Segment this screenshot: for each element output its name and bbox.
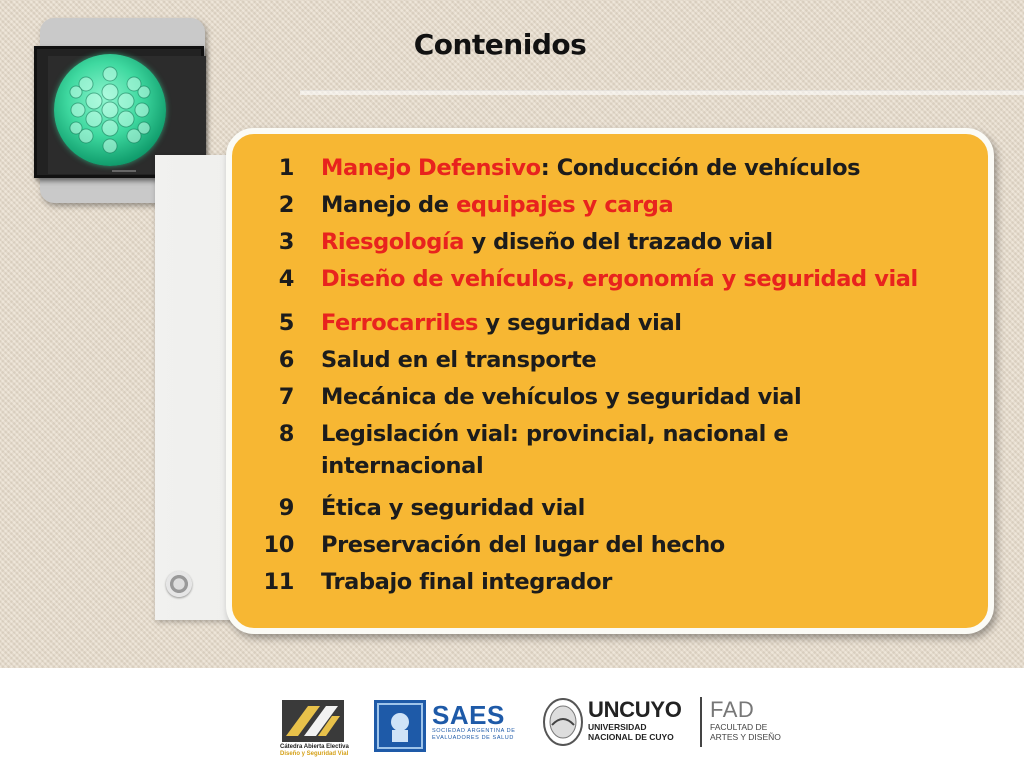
- fad-sub2: ARTES Y DISEÑO: [710, 732, 781, 742]
- plain-text: y diseño del trazado vial: [464, 229, 773, 255]
- fad-subtitle: [710, 722, 810, 742]
- lamp-mark: [112, 170, 136, 172]
- uncuyo-sub2: NACIONAL DE CUYO: [588, 732, 674, 742]
- saes-name: SAES: [432, 700, 505, 730]
- item-number: 9: [278, 495, 294, 521]
- uncuyo-subtitle: [588, 722, 698, 742]
- catedra-line1: Cátedra Abierta Electiva: [280, 744, 349, 750]
- screw-icon: [166, 571, 192, 597]
- item-text: [321, 307, 941, 339]
- catedra-emblem-icon: [282, 700, 344, 742]
- item-number: 4: [278, 266, 294, 292]
- highlighted-text: equipajes y carga: [456, 192, 674, 218]
- item-text: [321, 152, 941, 184]
- plain-text-continued: internacional: [321, 453, 484, 479]
- list-item: [262, 381, 982, 418]
- list-item: [262, 152, 982, 189]
- item-number: 8: [278, 421, 294, 447]
- highlighted-text: Diseño de vehículos, ergonomía y seguridad vial: [321, 266, 918, 292]
- uncuyo-name: UNCUYO: [588, 697, 682, 722]
- catedra-logo: [280, 700, 349, 758]
- list-item: [262, 418, 982, 492]
- item-number: 2: [278, 192, 294, 218]
- item-number: 10: [263, 532, 294, 558]
- highlighted-text: Riesgología: [321, 229, 465, 255]
- green-lamp-icon: [54, 54, 166, 166]
- uncuyo-sub1: UNIVERSIDAD: [588, 722, 647, 732]
- item-text: [321, 529, 941, 561]
- fad-name: FAD: [710, 697, 755, 722]
- footer-logos: [0, 668, 1024, 768]
- list-item: [262, 263, 982, 300]
- item-number: 1: [278, 155, 294, 181]
- list-item: [262, 344, 982, 381]
- slide-title: Contenidos: [413, 28, 587, 61]
- item-text: [321, 263, 941, 295]
- uncuyo-seal-icon: [542, 697, 584, 747]
- plain-text: Ética y seguridad vial: [321, 495, 585, 521]
- saes-emblem-icon: [374, 700, 426, 752]
- plain-text: Legislación vial: provincial, nacional e: [321, 421, 789, 447]
- plain-text: y seguridad vial: [477, 310, 682, 336]
- plain-text: Manejo de: [321, 192, 457, 218]
- list-item: [262, 566, 982, 603]
- saes-subtitle: SOCIEDAD ARGENTINA DE EVALUADORES DE SALUD: [432, 728, 516, 741]
- item-number: 11: [263, 569, 294, 595]
- item-text: [321, 381, 941, 413]
- item-text: [321, 492, 941, 524]
- fad-divider: [700, 697, 702, 747]
- item-text: [321, 226, 941, 258]
- contents-list: [262, 152, 982, 603]
- list-item: [262, 529, 982, 566]
- plain-text: Trabajo final integrador: [321, 569, 612, 595]
- plain-text: Mecánica de vehículos y seguridad vial: [321, 384, 802, 410]
- item-text: [321, 566, 941, 598]
- highlighted-text: Manejo Defensivo: [321, 155, 541, 181]
- item-number: 5: [278, 310, 294, 336]
- plain-text: Preservación del lugar del hecho: [321, 532, 725, 558]
- list-item: [262, 492, 982, 529]
- item-number: 6: [278, 347, 294, 373]
- highlighted-text: Ferrocarriles: [321, 310, 478, 336]
- item-text: [321, 344, 941, 376]
- catedra-caption: [280, 744, 350, 758]
- item-number: 7: [278, 384, 294, 410]
- list-item: [262, 226, 982, 263]
- title-divider: [300, 90, 1024, 95]
- item-text: [321, 418, 941, 482]
- list-item: [262, 189, 982, 226]
- list-item: [262, 307, 982, 344]
- item-text: [321, 189, 941, 221]
- fad-sub1: FACULTAD DE: [710, 722, 768, 732]
- plain-text: : Conducción de vehículos: [540, 155, 861, 181]
- catedra-line2: Diseño y Seguridad Vial: [280, 751, 349, 757]
- plain-text: Salud en el transporte: [321, 347, 597, 373]
- item-number: 3: [278, 229, 294, 255]
